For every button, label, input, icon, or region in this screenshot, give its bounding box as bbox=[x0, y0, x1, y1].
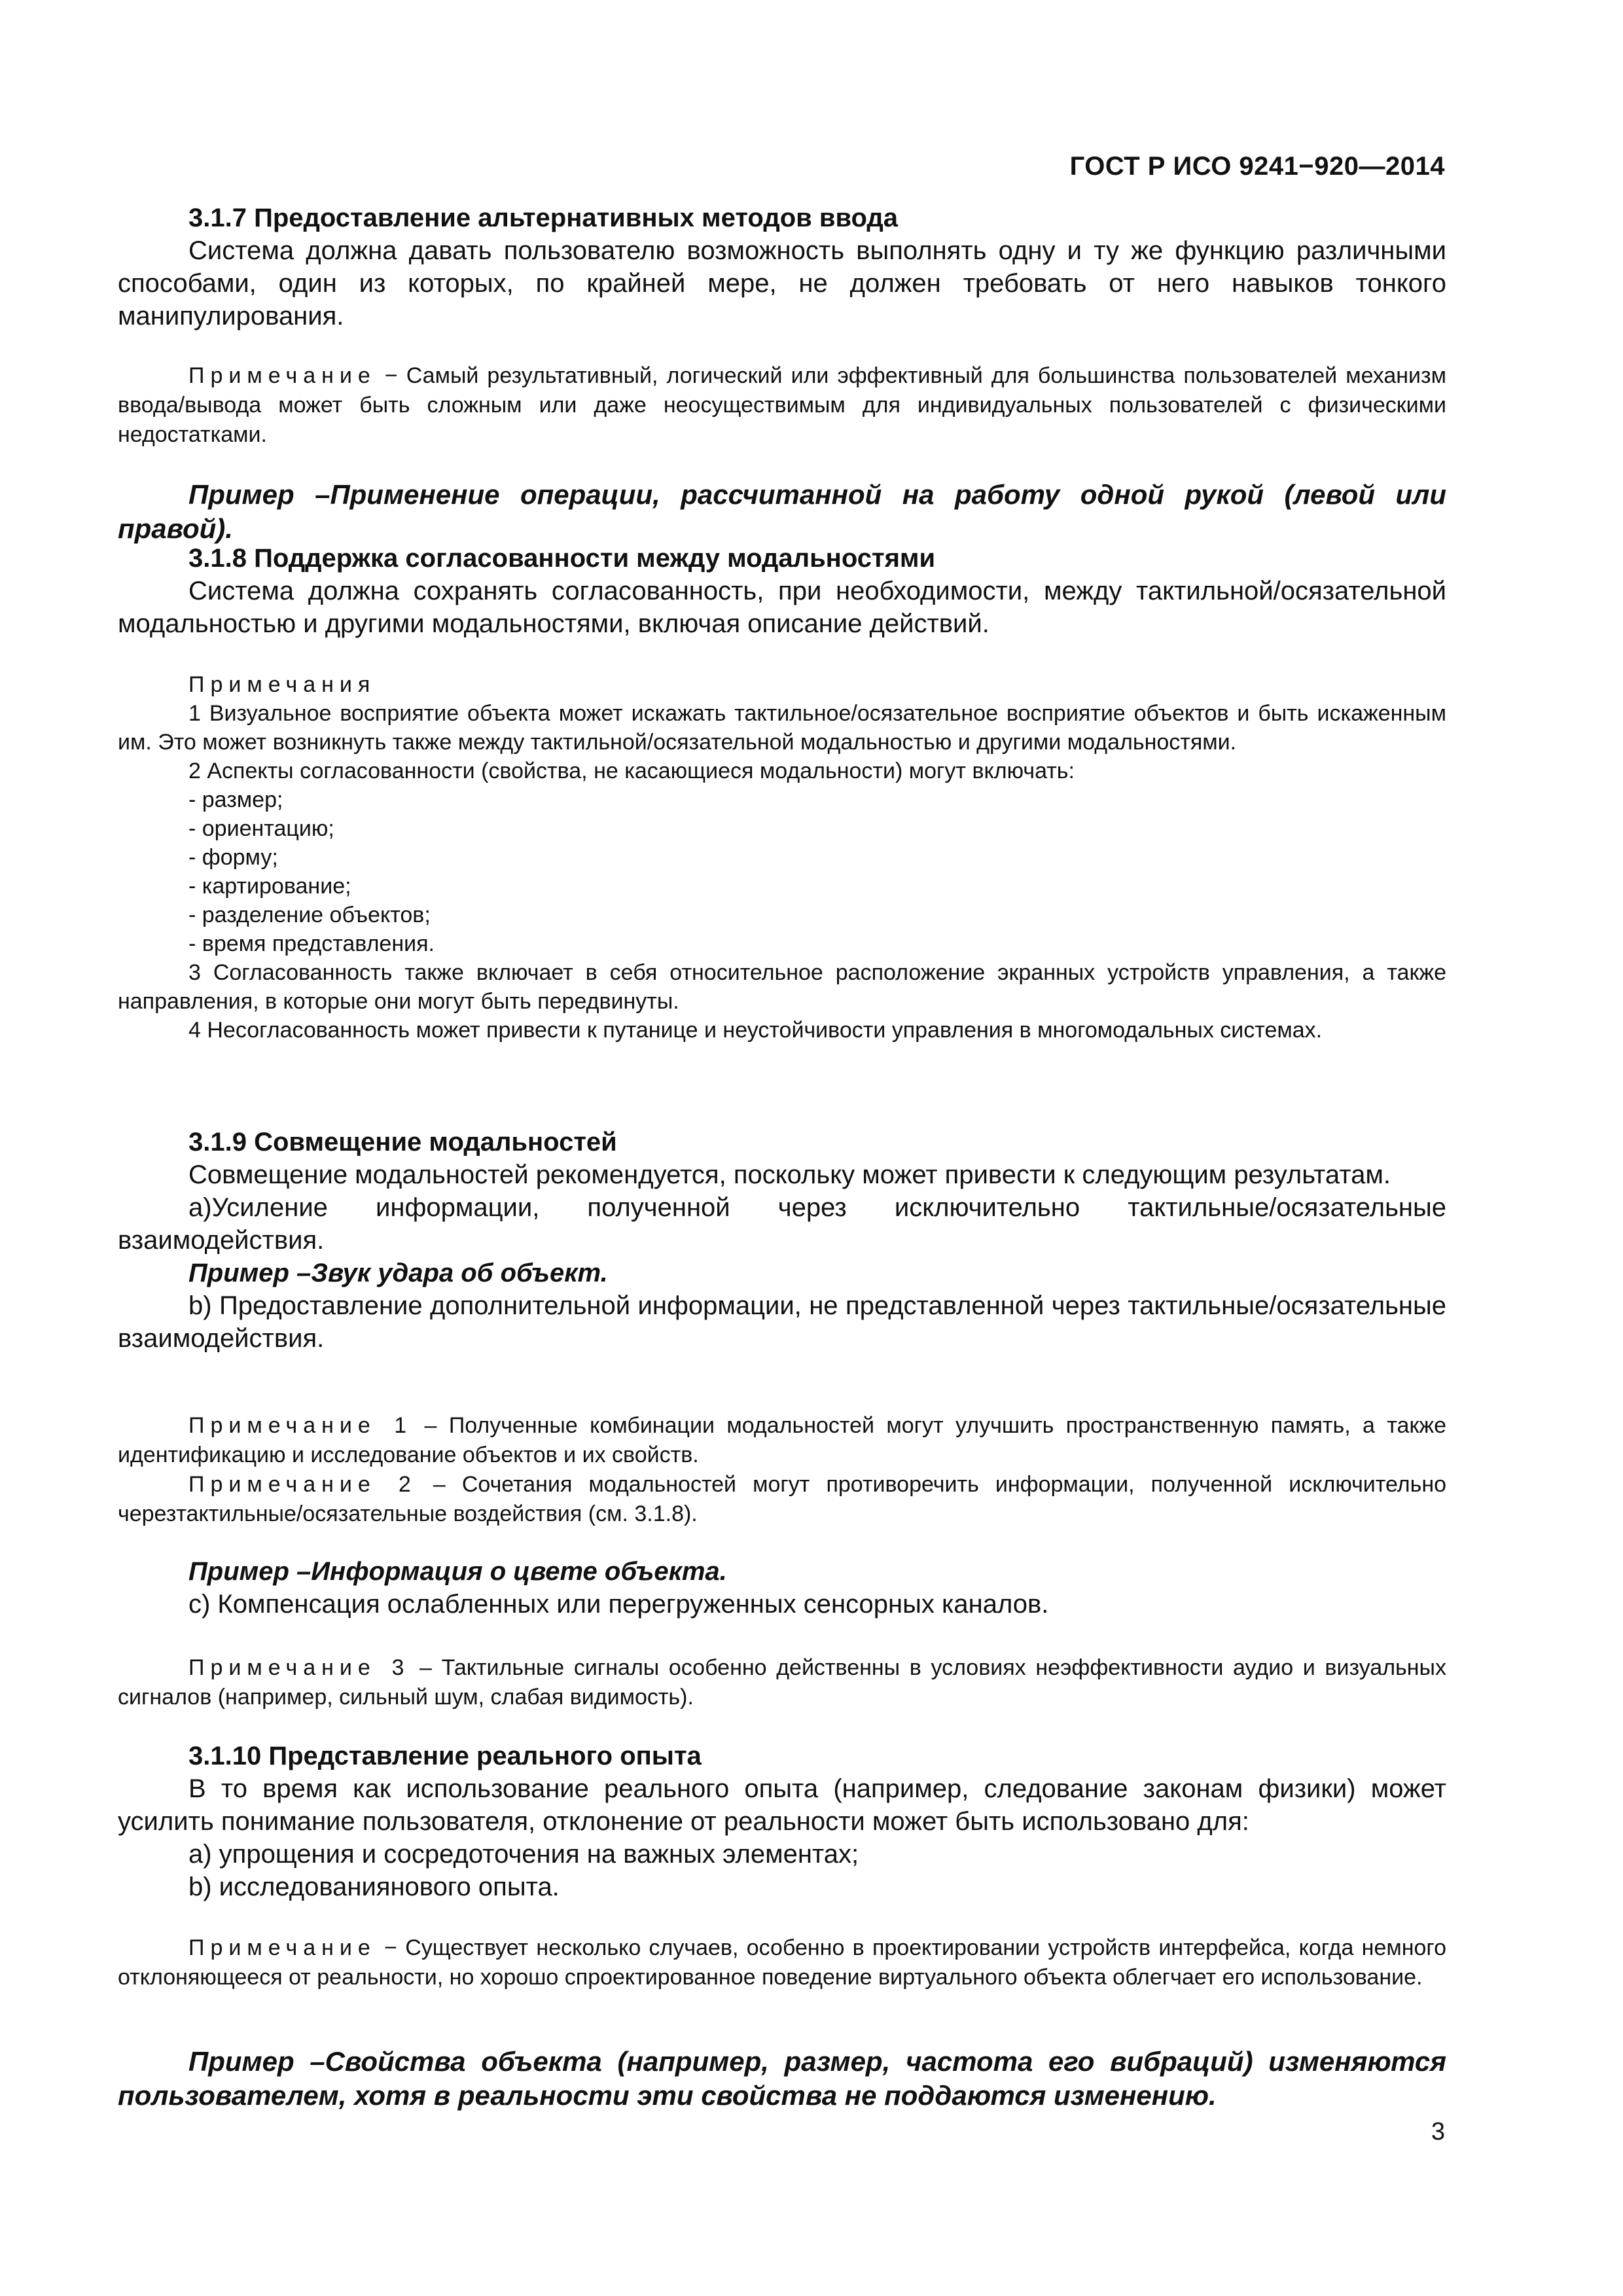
example-3-1-9-b bbox=[118, 1555, 1446, 1621]
note-label: Примечание 2 bbox=[188, 1472, 417, 1497]
section-body: Совмещение модальностей рекомендуется, поскольку может привести к следующим результатам. bbox=[188, 1160, 1391, 1189]
note-text: – Полученные комбинации модальностей могут улучшить пространственную память, а также идентификацию и исследование объектов и их свойств. bbox=[118, 1413, 1446, 1467]
section-3-1-7 bbox=[118, 202, 1446, 332]
list-item: - разделение объектов; bbox=[188, 903, 431, 927]
note-text: − Существует несколько случаев, особенно в проектировании устройств интерфейса, когда немного отклоняющееся от реальности, но хорошо спроектированное поведение виртуального объекта облегчает его использование. bbox=[118, 1935, 1446, 1990]
list-item: - время представления. bbox=[188, 931, 435, 956]
note-4: 4 Несогласованность может привести к путанице и неустойчивости управления в многомодальных системах. bbox=[188, 1018, 1323, 1043]
notes-label: Примечания bbox=[188, 672, 376, 697]
section-3-1-9 bbox=[118, 1126, 1446, 1355]
section-3-1-10 bbox=[118, 1740, 1446, 1903]
list-item-a: а) упрощения и сосредоточения на важных элементах; bbox=[188, 1840, 859, 1869]
list-item-c: c) Компенсация ослабленных или перегруженных сенсорных каналов. bbox=[188, 1590, 1049, 1619]
note-3-1-10 bbox=[118, 1933, 1446, 1992]
note-label: Примечание 3 bbox=[188, 1655, 410, 1680]
note-1 bbox=[118, 1411, 1446, 1470]
example-b: Пример –Информация о цвете объекта. bbox=[188, 1557, 727, 1586]
note-2: 2 Аспекты согласованности (свойства, не касающиеся модальности) могут включать: bbox=[188, 759, 1075, 783]
section-heading: 3.1.10 Представление реального опыта bbox=[188, 1742, 702, 1770]
list-item: - размер; bbox=[188, 787, 283, 812]
section-body: В то время как использование реального опыта (например, следование законам физики) может усилить понимание пользователя, отклонение от реальности может быть использовано для: bbox=[118, 1774, 1446, 1836]
note-text: – Сочетания модальностей могут противоречить информации, полученной исключительно черезтактильные/осязательные воздействия (см. 3.1.8). bbox=[118, 1472, 1447, 1526]
note-2 bbox=[118, 1470, 1446, 1529]
standard-code: ГОСТ Р ИСО 9241−920—2014 bbox=[1069, 152, 1445, 181]
example-a: Пример –Звук удара об объект. bbox=[188, 1259, 608, 1287]
note-1: 1 Визуальное восприятие объекта может искажать тактильное/осязательное восприятие объектов и быть искаженным им. Это может возникнуть также между тактильной/осязательной модальностью и другими модальностями. bbox=[118, 701, 1446, 755]
example-text: Пример –Свойства объекта (например, размер, частота его вибраций) изменяются пользователем, хотя в реальности эти свойства не поддаются изменению. bbox=[118, 2046, 1446, 2111]
note-label: Примечание 1 bbox=[188, 1413, 413, 1438]
notes-3-1-8 bbox=[118, 670, 1446, 1045]
note-3-1-9-3 bbox=[118, 1653, 1446, 1712]
list-item-b: b) Предоставление дополнительной информации, не представленной через тактильные/осязательные взаимодействия. bbox=[118, 1291, 1446, 1353]
section-body: Система должна давать пользователю возможность выполнять одну и ту же функцию различными способами, один из которых, по крайней мере, не должен требовать от него навыков тонкого манипулирования. bbox=[118, 236, 1446, 331]
example-3-1-7 bbox=[118, 478, 1446, 546]
section-heading: 3.1.8 Поддержка согласованности между модальностями bbox=[188, 544, 936, 573]
note-label: Примечание bbox=[188, 1935, 376, 1960]
list-item-a: а)Усиление информации, полученной через исключительно тактильные/осязательные взаимодействия. bbox=[118, 1193, 1446, 1255]
example-text: Пример –Применение операции, рассчитанной на работу одной рукой (левой или правой). bbox=[118, 479, 1446, 544]
list-item: - картирование; bbox=[188, 874, 351, 899]
note-3: 3 Согласованность также включает в себя относительное расположение экранных устройств управления, а также направления, в которые они могут быть передвинуты. bbox=[118, 960, 1446, 1014]
list-item: - форму; bbox=[188, 845, 278, 870]
page-number: 3 bbox=[1431, 2118, 1445, 2145]
note-text: − Самый результативный, логический или эффективный для большинства пользователей механизм ввода/вывода может быть сложным или даже неосуществимым для индивидуальных пользователей с физическими недостатками. bbox=[118, 363, 1446, 447]
section-heading: 3.1.7 Предоставление альтернативных методов ввода bbox=[188, 204, 899, 232]
section-heading: 3.1.9 Совмещение модальностей bbox=[188, 1128, 617, 1157]
example-3-1-10 bbox=[118, 2045, 1446, 2113]
section-body: Система должна сохранять согласованность, при необходимости, между тактильной/осязательной модальностью и другими модальностями, включая описание действий. bbox=[118, 577, 1446, 638]
note-label: Примечание bbox=[188, 363, 376, 388]
note-3-1-7 bbox=[118, 361, 1446, 450]
list-item: - ориентацию; bbox=[188, 816, 334, 841]
note-text: – Тактильные сигналы особенно действенны в условиях неэффективности аудио и визуальных сигналов (например, сильный шум, слабая видимость). bbox=[118, 1655, 1446, 1710]
notes-3-1-9 bbox=[118, 1411, 1446, 1529]
list-item-b: b) исследованиянового опыта. bbox=[188, 1873, 560, 1901]
section-3-1-8 bbox=[118, 542, 1446, 640]
